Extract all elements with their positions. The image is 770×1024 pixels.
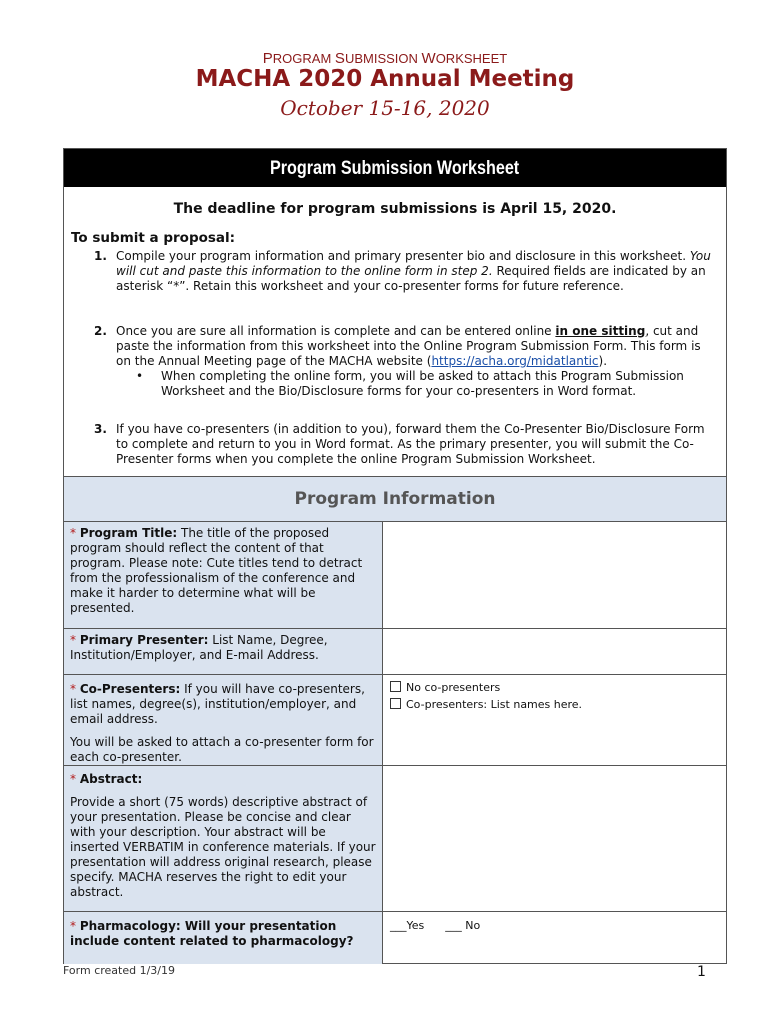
step-2-bullet: • When completing the online form, you will be asked to attach this Program Submission Worksheet and the Bio/Disclosure forms for your co-presenters in Word format. [136, 369, 684, 398]
step-1: 1. Compile your program information and primary presenter bio and disclosure in this worksheet. You will cut and paste this information to the online form in step 2. Required fields are indicated by an asterisk “*”. Retain this worksheet and your co-presenter forms for future reference. [94, 249, 711, 293]
copresenters-list-option[interactable]: Co-presenters: List names here. [390, 696, 720, 713]
pharmacology-no[interactable]: ___ No [445, 919, 481, 932]
program-title-row: * Program Title: The title of the proposed program should reflect the content of that program. Please note: Cute titles tend to detract from the professionalism of the conference and make it harder to determine what will be presented. [64, 522, 726, 629]
worksheet-title-bar: Program Submission Worksheet [64, 149, 726, 187]
abstract-field[interactable] [384, 766, 726, 911]
no-copresenters-option[interactable]: No co-presenters [390, 679, 720, 696]
co-presenters-field[interactable] [384, 675, 726, 765]
checkbox-icon[interactable] [390, 681, 401, 692]
pharmacology-field[interactable] [384, 912, 726, 964]
primary-presenter-row: * Primary Presenter: List Name, Degree, Institution/Employer, and E-mail Address. [64, 629, 726, 675]
worksheet-kicker: PROGRAM SUBMISSION WORKSHEET [262, 50, 508, 67]
to-submit-heading: To submit a proposal: [71, 230, 236, 246]
meeting-date: October 15-16, 2020 [280, 96, 490, 120]
page-number: 1 [697, 964, 706, 980]
program-information-heading: Program Information [64, 476, 726, 522]
step-3: 3. If you have co-presenters (in addition to you), forward them the Co-Presenter Bio/Disclosure Form to complete and return to you in Word format. As the primary presenter, you will submit the Co-Presenter forms when you complete the online Program Submission Worksheet. [94, 422, 705, 466]
bullet-icon: • [136, 369, 144, 383]
primary-presenter-field[interactable] [384, 629, 726, 674]
program-title-field[interactable] [384, 522, 726, 628]
checkbox-icon[interactable] [390, 698, 401, 709]
worksheet-frame [63, 148, 727, 964]
macha-website-link[interactable]: https://acha.org/midatlantic [431, 354, 599, 368]
abstract-row: * Abstract: Provide a short (75 words) descriptive abstract of your presentation. Please be concise and clear with your description. Your abstract will be inserted VERBATIM in conference materials. If your presentation will address original research, please specify. MACHA reserves the right to edit your abstract. [64, 766, 726, 912]
co-presenters-row: * Co-Presenters: If you will have co-presenters, list names, degree(s), institution/employer, and email address. You will be asked to attach a co-presenter form for each co-presenter. No co-presenters Co-presenters: List names here. [64, 675, 726, 766]
pharmacology-yes[interactable]: ___Yes [390, 919, 425, 932]
meeting-title: MACHA 2020 Annual Meeting [195, 66, 575, 92]
form-created-date: Form created 1/3/19 [63, 964, 176, 977]
deadline-notice: The deadline for program submissions is April 15, 2020. [173, 201, 617, 217]
pharmacology-row: * Pharmacology: Will your presentation include content related to pharmacology? ___Yes ___ No [64, 912, 726, 964]
step-2: 2. Once you are sure all information is complete and can be entered online in one sitting, cut and paste the information from this worksheet into the Online Program Submission Form. This form is on the Annual Meeting page of the MACHA website (https://acha.org/midatlantic). • When completing the online form, you will be asked to attach this Program Submission Worksheet and the Bio/Disclosure forms for your co-presenters in Word format. [94, 324, 716, 399]
